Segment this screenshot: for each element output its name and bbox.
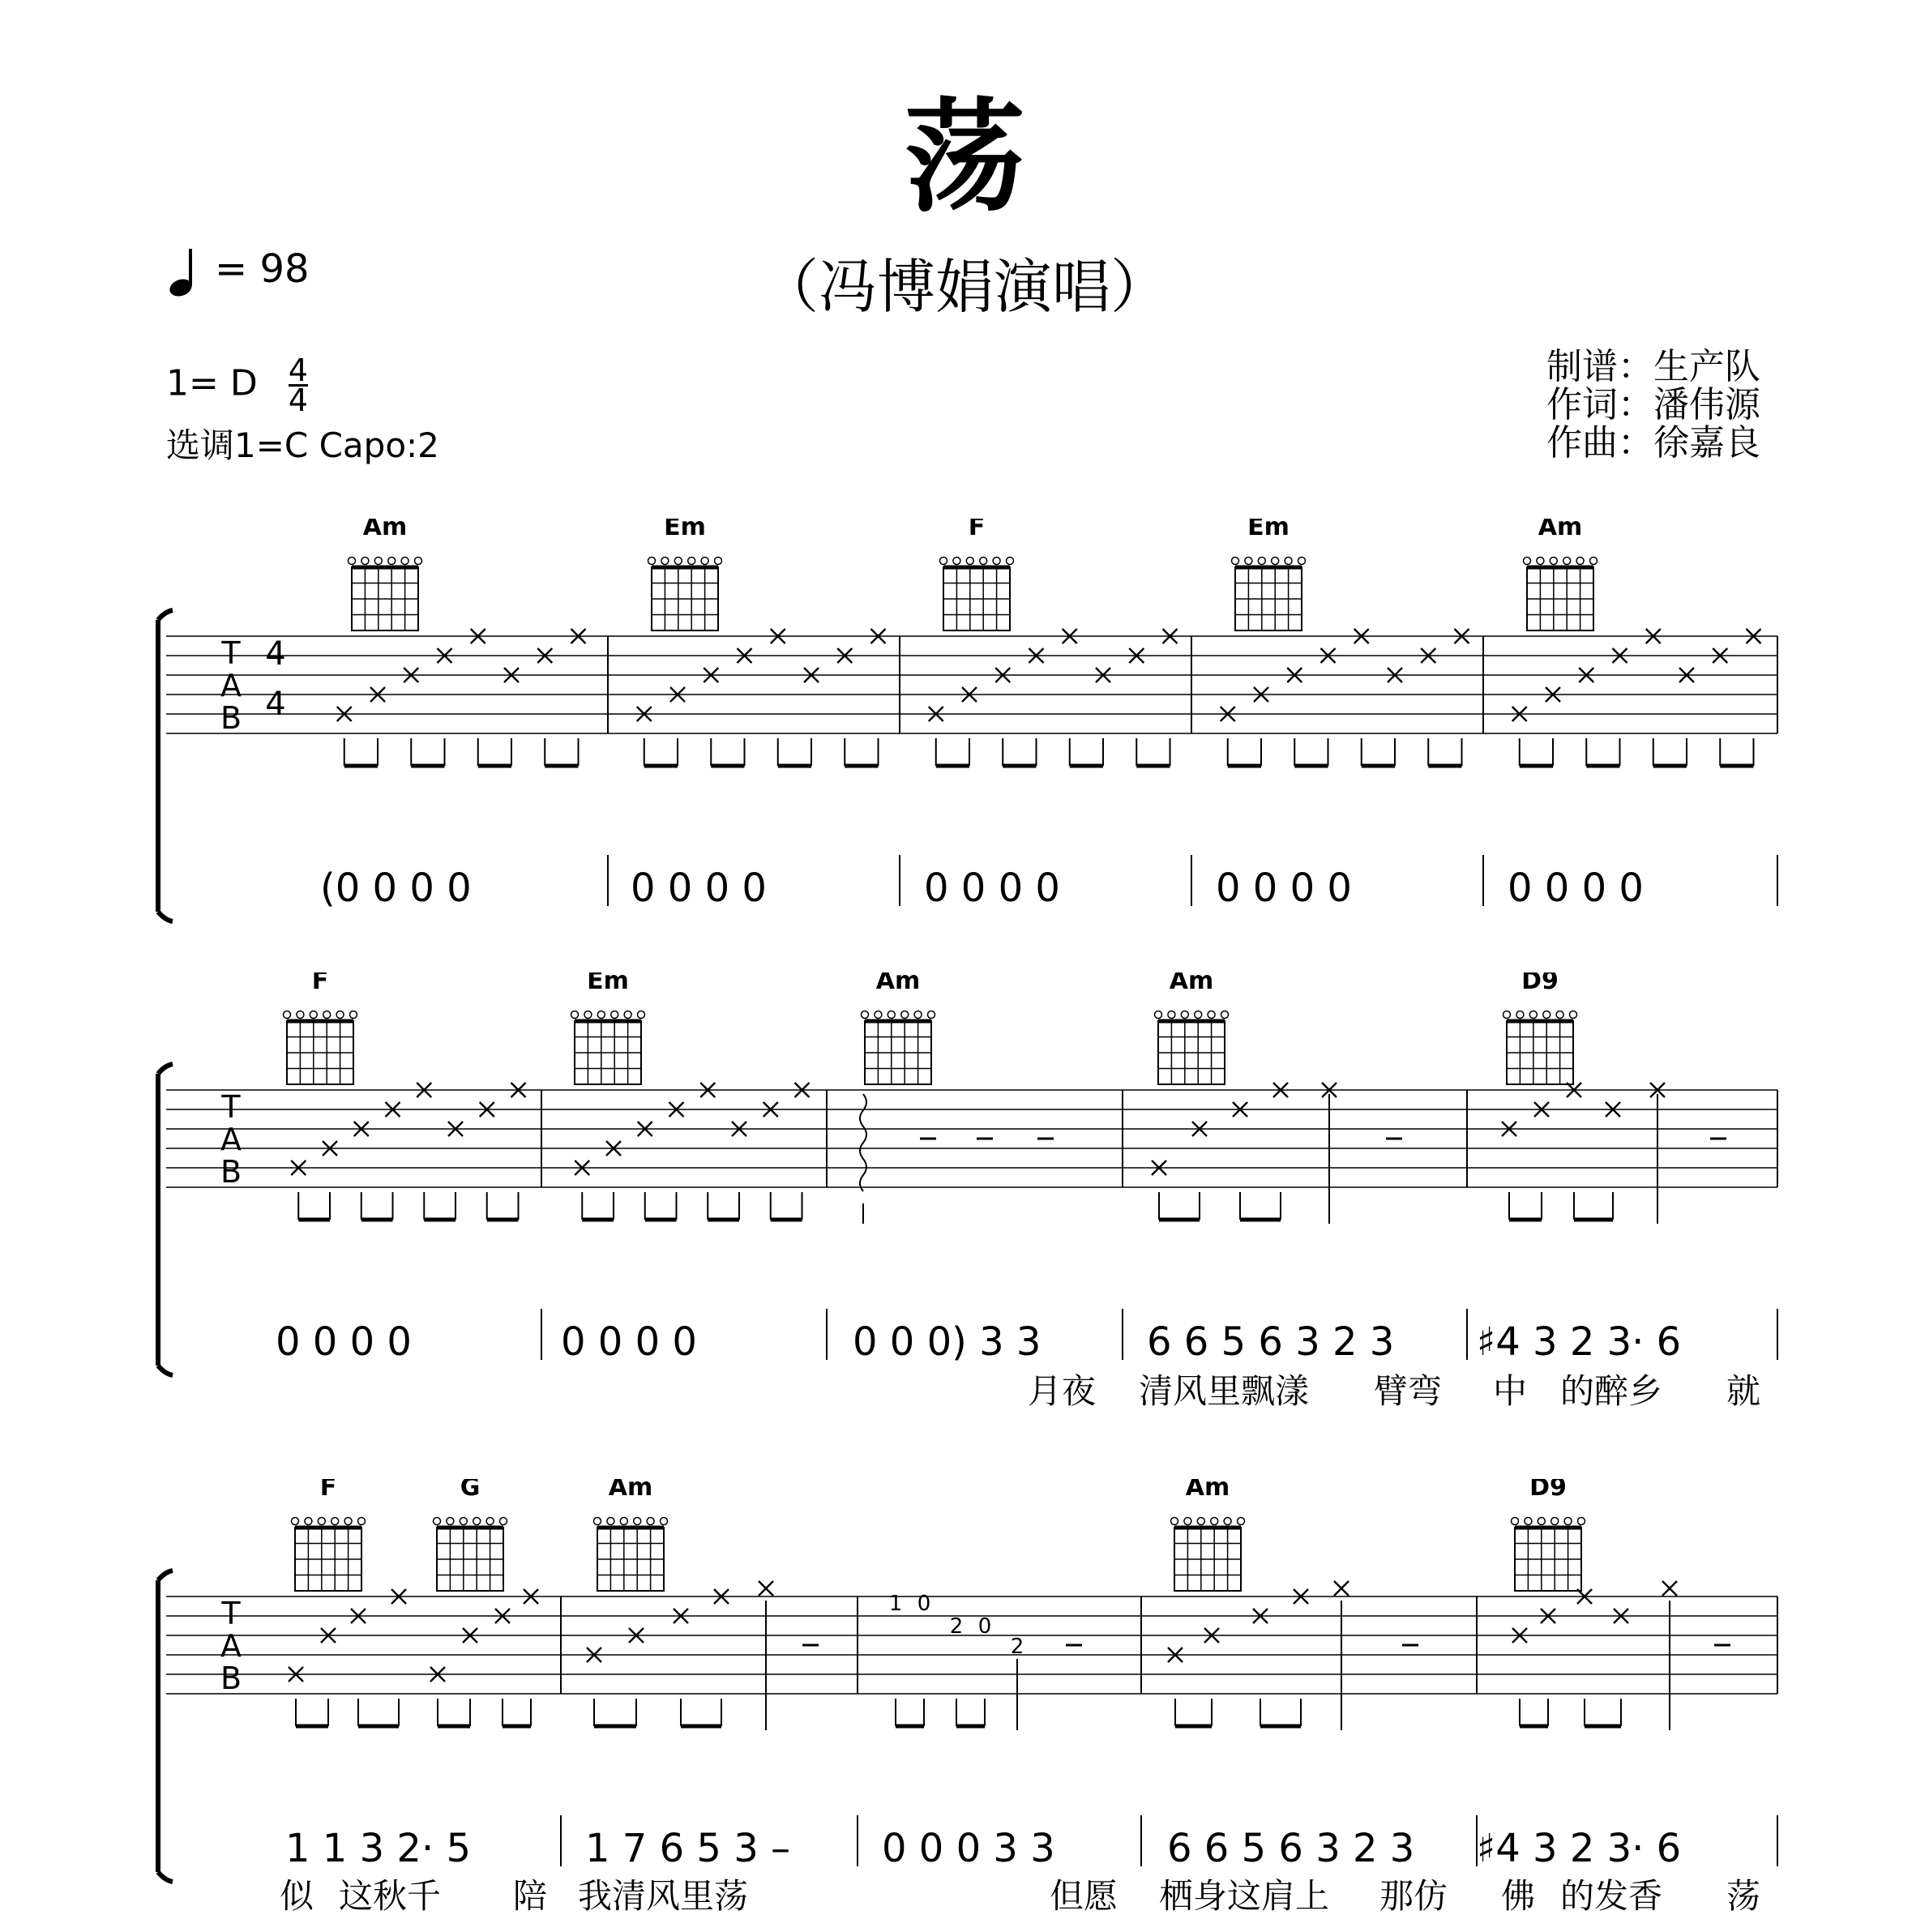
chord-diagram <box>284 972 357 1084</box>
chord-name: F <box>311 972 329 995</box>
chord-name: G <box>460 1479 481 1502</box>
tempo-value: = 98 <box>215 246 310 292</box>
time-bottom: 4 <box>288 383 308 418</box>
lyric: 佛 <box>1501 1876 1536 1916</box>
key-value: 1= D <box>166 362 258 404</box>
tab-x-mark <box>1334 1581 1349 1596</box>
chord-name: Em <box>664 519 706 541</box>
key-signature <box>166 353 308 418</box>
tab-x-mark <box>1662 1581 1677 1596</box>
chord-diagram <box>648 519 722 630</box>
system-1 <box>0 519 1929 940</box>
tab-fret-number: 0 <box>977 1614 992 1639</box>
tab-letter-b: B <box>220 1661 242 1696</box>
lyric: 栖身这肩上 <box>1159 1876 1330 1916</box>
chord-name: F <box>968 519 986 541</box>
chord-name: D9 <box>1529 1479 1567 1502</box>
time-top: 4 <box>288 353 308 388</box>
lyric: 的醉乡 <box>1560 1371 1663 1411</box>
jianpu-measure: 0 0 0 0 <box>631 866 767 911</box>
chord-diagram <box>434 1479 507 1591</box>
chord-name: Am <box>608 1479 653 1502</box>
tab-letter-b: B <box>220 700 242 736</box>
jianpu-measure: 0 0 0 0 <box>1508 866 1644 911</box>
lyric: 荡 <box>1726 1876 1761 1916</box>
tab-fret-number: 2 <box>949 1614 964 1639</box>
jianpu-measure: 1 1 3 2· 5 <box>285 1826 471 1871</box>
jianpu-measure: 1 7 6 5 3 – <box>585 1826 790 1871</box>
tab-fret-number: 1 <box>888 1592 903 1616</box>
credit-lyricist: 作词：潘伟源 <box>1546 384 1760 425</box>
chord-diagram <box>1524 519 1598 630</box>
system-2 <box>0 972 1929 1411</box>
chord-name: Em <box>587 972 629 995</box>
lyric: 这秋千 <box>339 1876 442 1916</box>
lyric: 我清风里荡 <box>578 1876 749 1916</box>
lyric: 的发香 <box>1560 1876 1663 1916</box>
jianpu-measure: 0 0 0) 3 3 <box>853 1319 1041 1365</box>
chord-name: Am <box>1185 1479 1230 1502</box>
tab-letter-t: T <box>221 1596 241 1631</box>
jianpu-measure: 0 0 0 3 3 <box>882 1826 1055 1871</box>
lyric: 陪 <box>513 1876 548 1916</box>
tab-time-top: 4 <box>265 635 286 673</box>
lyric: 但愿 <box>1050 1876 1118 1916</box>
chord-diagram <box>1171 1479 1245 1591</box>
lyric: 那仿 <box>1379 1876 1448 1916</box>
system-3 <box>0 1479 1929 1929</box>
song-title: 荡 <box>903 88 1025 229</box>
chord-name: Am <box>362 519 408 541</box>
system-bracket <box>158 610 173 921</box>
tab-letter-a: A <box>220 668 242 703</box>
tab-letter-a: A <box>220 1628 242 1664</box>
chord-diagram <box>349 519 422 630</box>
chord-diagram <box>1155 972 1229 1084</box>
tab-letter-b: B <box>220 1154 242 1190</box>
tempo-marking <box>166 243 310 297</box>
chord-diagram <box>940 519 1014 630</box>
credit-composer: 作曲：徐嘉良 <box>1546 422 1760 464</box>
lyric: 就 <box>1726 1371 1761 1411</box>
credit-arranger: 制谱：生产队 <box>1546 346 1760 387</box>
jianpu-measure: 0 0 0 0 <box>924 866 1060 911</box>
time-signature <box>288 353 308 418</box>
lyric: 中 <box>1493 1371 1528 1411</box>
lyric: 月夜 <box>1028 1371 1097 1411</box>
tab-fret-number: 0 <box>917 1592 931 1616</box>
jianpu-measure: 0 0 0 0 <box>561 1319 697 1365</box>
tab-letter-t: T <box>221 1089 241 1125</box>
jianpu-measure: ♯4 3 2 3· 6 <box>1477 1826 1682 1871</box>
song-subtitle: （冯博娟演唱） <box>759 253 1169 321</box>
jianpu-measure: 0 0 0 0 <box>276 1319 412 1365</box>
lyric: 臂弯 <box>1374 1371 1443 1411</box>
chord-diagram <box>594 1479 668 1591</box>
lyric: 清风里飘漾 <box>1139 1371 1310 1411</box>
chord-name: F <box>319 1479 337 1502</box>
chord-name: Am <box>1538 519 1583 541</box>
tab-fret-number: 2 <box>1010 1635 1024 1659</box>
jianpu-measure: 0 0 0 0 <box>1216 866 1352 911</box>
chord-name: Am <box>875 972 921 995</box>
chord-diagram <box>1232 519 1306 630</box>
chord-name: Am <box>1169 972 1214 995</box>
capo-info: 选调1=C Capo:2 <box>166 425 439 465</box>
chord-diagram <box>571 972 645 1084</box>
chord-diagram <box>862 972 935 1084</box>
jianpu-measure: (0 0 0 0 <box>320 866 472 911</box>
tab-letter-t: T <box>221 635 241 671</box>
chord-diagram <box>1503 972 1577 1084</box>
chord-name: D9 <box>1521 972 1559 995</box>
jianpu-measure: ♯4 3 2 3· 6 <box>1477 1319 1682 1365</box>
chord-name: Em <box>1247 519 1290 541</box>
jianpu-measure: 6 6 5 6 3 2 3 <box>1147 1319 1395 1365</box>
arpeggio-mark <box>860 1094 866 1191</box>
lyric: 似 <box>280 1876 314 1916</box>
system-bracket <box>158 1064 173 1375</box>
tab-time-bottom: 4 <box>265 686 286 723</box>
tab-x-mark <box>759 1581 773 1596</box>
system-bracket <box>158 1571 173 1882</box>
jianpu-measure: 6 6 5 6 3 2 3 <box>1167 1826 1415 1871</box>
quarter-note-icon <box>166 246 215 297</box>
chord-diagram <box>292 1479 366 1591</box>
chord-diagram <box>1512 1479 1585 1591</box>
tab-letter-a: A <box>220 1122 242 1157</box>
